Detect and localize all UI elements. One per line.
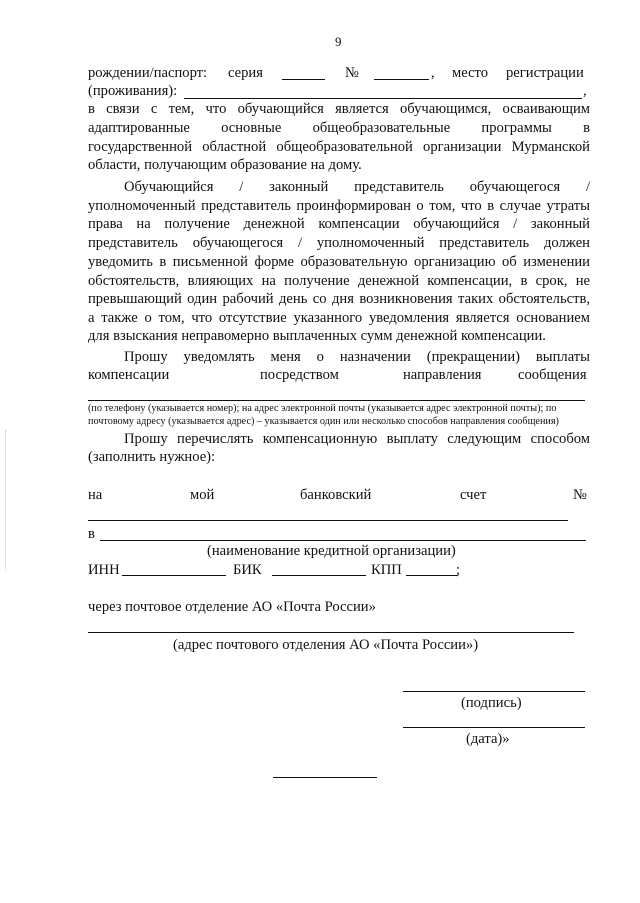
passport-number-field[interactable] — [374, 79, 429, 80]
bik-field[interactable] — [272, 575, 366, 576]
signature-field[interactable] — [403, 691, 585, 692]
notify-word-2: посредством — [260, 367, 339, 383]
text-line-3: государственной областной общеобразовательной организации Мурманской — [88, 139, 590, 155]
text-line-8: представитель обучающегося / уполномоченный представитель должен — [88, 235, 590, 251]
series-label: серия — [228, 65, 263, 81]
notify-word-4: сообщения — [518, 367, 587, 383]
bank-word-3: банковский — [300, 487, 372, 503]
series-field[interactable] — [282, 79, 325, 80]
passport-label: рождении/паспорт: — [88, 65, 208, 81]
notify-method-field[interactable] — [88, 400, 585, 401]
text-line-5: Обучающийся / законный представитель обучающегося / — [124, 179, 590, 195]
kpp-field[interactable] — [406, 575, 458, 576]
text-line-4: области, получающим образование на дому. — [88, 157, 362, 173]
bik-label: БИК — [233, 562, 262, 578]
text-line-9: уведомить в письменной форме образовательную организацию об изменении — [88, 254, 590, 270]
inn-label: ИНН — [88, 562, 120, 578]
bank-account-field[interactable] — [88, 520, 568, 521]
scan-edge-mark — [5, 430, 9, 570]
kpp-label: КПП — [371, 562, 402, 578]
residence-label: (проживания): — [88, 83, 178, 99]
passport-number-label: № — [345, 65, 359, 81]
bank-word-5: № — [573, 487, 587, 503]
signature-caption: (подпись) — [461, 695, 522, 711]
date-caption: (дата)» — [466, 731, 510, 747]
closing-separator — [273, 777, 377, 778]
bank-word-2: мой — [190, 487, 215, 503]
notify-note-line-2: почтовому адресу (указывается адрес) – указывается один или несколько способов направления сообщения) — [88, 416, 559, 427]
notify-word-1: компенсации — [88, 367, 170, 383]
text-line-2: адаптированные основные общеобразовательные программы в — [88, 120, 590, 136]
text-line-13: для взыскания неправомерно выплаченных сумм денежной компенсации. — [88, 328, 546, 344]
text-line-14: Прошу уведомлять меня о назначении (прекращении) выплаты — [124, 349, 590, 365]
bank-word-4: счет — [460, 487, 487, 503]
residence-comma: , — [583, 83, 587, 99]
text-line-15: Прошу перечислять компенсационную выплату следующим способом — [124, 431, 590, 447]
passport-comma: , — [431, 65, 435, 81]
bank-in-label: в — [88, 526, 95, 542]
text-line-10: обстоятельств, влияющих на получение денежной компенсации, в срок, не — [88, 273, 590, 289]
registration-label: место — [452, 65, 489, 81]
page-number: 9 — [335, 34, 342, 49]
date-field[interactable] — [403, 727, 585, 728]
registration-label-2: регистрации — [506, 65, 584, 81]
residence-field[interactable] — [184, 98, 582, 99]
post-office-caption: (адрес почтового отделения АО «Почта России») — [173, 637, 479, 653]
text-line-12: а также о том, что отсутствие указанного уведомления является основанием — [88, 310, 590, 326]
credit-organization-field[interactable] — [100, 540, 586, 541]
text-line-7: права на получение денежной компенсации обучающийся / законный — [88, 216, 590, 232]
text-line-16: (заполнить нужное): — [88, 449, 216, 465]
bank-word-1: на — [88, 487, 103, 503]
text-line-6: уполномоченный представитель проинформирован о том, что в случае утраты — [88, 198, 590, 214]
notify-note-line-1: (по телефону (указывается номер); на адрес электронной почты (указывается адрес электронной почты); по — [88, 403, 557, 414]
text-line-1: в связи с тем, что обучающийся является обучающимся, осваивающим — [88, 101, 590, 117]
text-line-11: превышающий один рабочий день со дня возникновения таких обстоятельств, — [88, 291, 590, 307]
notify-word-3: направления — [403, 367, 482, 383]
codes-semicolon: ; — [456, 562, 461, 578]
post-office-address-field[interactable] — [88, 632, 574, 633]
credit-organization-caption: (наименование кредитной организации) — [207, 543, 456, 559]
inn-field[interactable] — [122, 575, 226, 576]
post-office-label: через почтовое отделение АО «Почта России» — [88, 599, 376, 615]
